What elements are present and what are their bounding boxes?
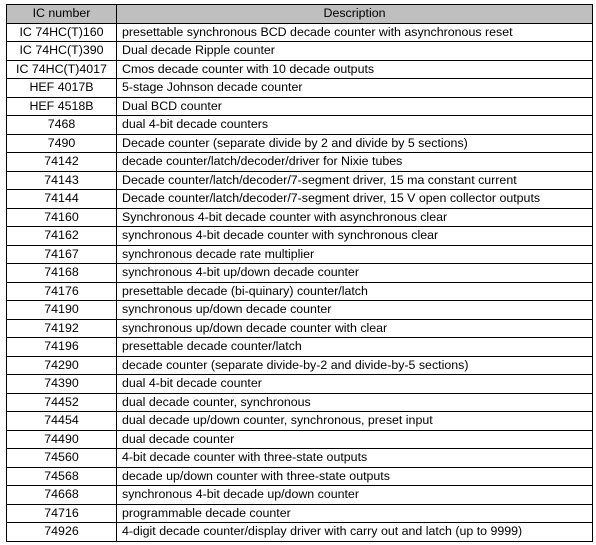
table-row: [7, 449, 593, 468]
description-cell: Cmos decade counter with 10 decade outputs: [117, 60, 593, 79]
description-cell: decade counter (separate divide-by-2 and divide-by-5 sections): [117, 356, 593, 375]
description-cell: dual 4-bit decade counter: [117, 375, 593, 394]
table-row: [7, 153, 593, 172]
ic-number-cell: 74568: [7, 467, 117, 486]
ic-number-cell: IC 74HC(T)390: [7, 42, 117, 61]
header-row: [7, 5, 593, 24]
description-cell: dual decade counter, synchronous: [117, 393, 593, 412]
table-row: [7, 338, 593, 357]
ic-number-cell: 74168: [7, 264, 117, 283]
ic-number-cell: 7468: [7, 116, 117, 135]
table-row: [7, 208, 593, 227]
table-row: [7, 356, 593, 375]
table-row: [7, 134, 593, 153]
description-cell: 5-stage Johnson decade counter: [117, 79, 593, 98]
description-cell: Decade counter/latch/decoder/7-segment driver, 15 ma constant current: [117, 171, 593, 190]
description-cell: dual decade counter: [117, 430, 593, 449]
ic-number-cell: 74160: [7, 208, 117, 227]
table-row: [7, 282, 593, 301]
table-body: [7, 23, 593, 541]
description-cell: decade up/down counter with three-state outputs: [117, 467, 593, 486]
description-cell: synchronous 4-bit decade counter with synchronous clear: [117, 227, 593, 246]
column-header-ic-number: IC number: [7, 5, 117, 24]
description-cell: presettable synchronous BCD decade counter with asynchronous reset: [117, 23, 593, 42]
table-row: [7, 79, 593, 98]
ic-number-cell: HEF 4017B: [7, 79, 117, 98]
ic-table-container: [6, 4, 593, 542]
description-cell: synchronous decade rate multiplier: [117, 245, 593, 264]
description-cell: presettable decade (bi-quinary) counter/latch: [117, 282, 593, 301]
ic-number-cell: 74192: [7, 319, 117, 338]
ic-number-cell: 74196: [7, 338, 117, 357]
ic-number-cell: 74560: [7, 449, 117, 468]
table-row: [7, 23, 593, 42]
table-row: [7, 319, 593, 338]
ic-number-cell: 74290: [7, 356, 117, 375]
table-row: [7, 42, 593, 61]
ic-number-cell: 74167: [7, 245, 117, 264]
table-row: [7, 301, 593, 320]
table-row: [7, 375, 593, 394]
description-cell: synchronous up/down decade counter: [117, 301, 593, 320]
ic-number-cell: 74142: [7, 153, 117, 172]
table-row: [7, 504, 593, 523]
ic-number-cell: 74668: [7, 486, 117, 505]
description-cell: synchronous 4-bit up/down decade counter: [117, 264, 593, 283]
description-cell: presettable decade counter/latch: [117, 338, 593, 357]
table-row: [7, 227, 593, 246]
table-row: [7, 430, 593, 449]
ic-number-cell: 74190: [7, 301, 117, 320]
table-row: [7, 245, 593, 264]
description-cell: synchronous 4-bit decade up/down counter: [117, 486, 593, 505]
description-cell: 4-bit decade counter with three-state outputs: [117, 449, 593, 468]
description-cell: dual 4-bit decade counters: [117, 116, 593, 135]
description-cell: synchronous up/down decade counter with clear: [117, 319, 593, 338]
description-cell: Decade counter/latch/decoder/7-segment driver, 15 V open collector outputs: [117, 190, 593, 209]
description-cell: dual decade up/down counter, synchronous, preset input: [117, 412, 593, 431]
description-cell: Decade counter (separate divide by 2 and divide by 5 sections): [117, 134, 593, 153]
ic-number-cell: HEF 4518B: [7, 97, 117, 116]
column-header-description: Description: [117, 5, 593, 24]
ic-number-cell: 7490: [7, 134, 117, 153]
ic-number-cell: 74390: [7, 375, 117, 394]
ic-number-cell: 74490: [7, 430, 117, 449]
table-row: [7, 264, 593, 283]
ic-number-cell: 74162: [7, 227, 117, 246]
description-cell: programmable decade counter: [117, 504, 593, 523]
table-row: [7, 467, 593, 486]
description-cell: Dual BCD counter: [117, 97, 593, 116]
ic-number-cell: IC 74HC(T)4017: [7, 60, 117, 79]
description-cell: Dual decade Ripple counter: [117, 42, 593, 61]
ic-number-cell: 74452: [7, 393, 117, 412]
table-row: [7, 60, 593, 79]
table-row: [7, 171, 593, 190]
ic-number-cell: IC 74HC(T)160: [7, 23, 117, 42]
ic-number-cell: 74143: [7, 171, 117, 190]
ic-number-cell: 74454: [7, 412, 117, 431]
description-cell: 4-digit decade counter/display driver with carry out and latch (up to 9999): [117, 523, 593, 542]
ic-number-cell: 74144: [7, 190, 117, 209]
description-cell: Synchronous 4-bit decade counter with asynchronous clear: [117, 208, 593, 227]
table-row: [7, 486, 593, 505]
table-row: [7, 393, 593, 412]
table-row: [7, 116, 593, 135]
description-cell: decade counter/latch/decoder/driver for Nixie tubes: [117, 153, 593, 172]
table-row: [7, 523, 593, 542]
ic-number-cell: 74176: [7, 282, 117, 301]
ic-number-cell: 74716: [7, 504, 117, 523]
ic-table: [6, 4, 593, 542]
table-row: [7, 97, 593, 116]
table-row: [7, 412, 593, 431]
ic-number-cell: 74926: [7, 523, 117, 542]
table-row: [7, 190, 593, 209]
